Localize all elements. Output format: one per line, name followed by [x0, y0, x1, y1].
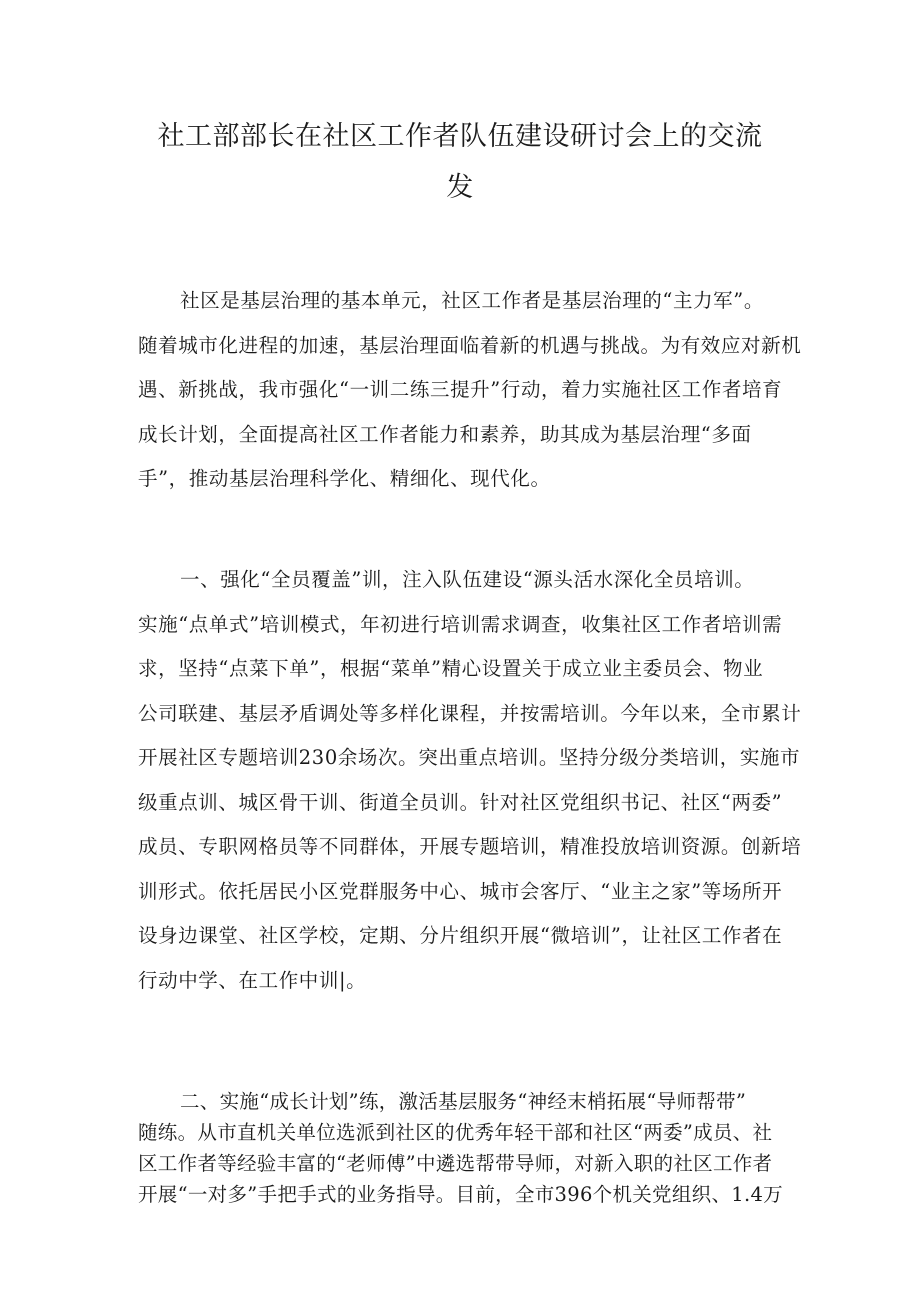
paragraph-section-two [138, 1086, 798, 1210]
paragraph-line: 二、实施“成长计划”练，激活基层服务“神经末梢拓展“导师帮带” [180, 1090, 747, 1113]
paragraph-line: 行动中学、在工作中训|。 [138, 968, 367, 992]
paragraph-intro [138, 279, 802, 502]
paragraph-line: 训形式。依托居民小区党群服务中心、城市会客厅、“业主之家”等场所开 [138, 879, 783, 903]
paragraph-line: 设身边课堂、社区学校，定期、分片组织开展“微培训”，让社区工作者在 [138, 924, 783, 947]
paragraph-line: 开展“一对多”手把手式的业务指导。目前，全市396个机关党组织、1.4万 [138, 1183, 783, 1206]
paragraph-line: 社区是基层治理的基本单元，社区工作者是基层治理的“主力军”。 [180, 289, 764, 312]
paragraph-section-one [138, 558, 802, 1003]
paragraph-line: 成长计划，全面提高社区工作者能力和素养，助其成为基层治理“多面 [138, 422, 752, 446]
paragraph-line: 实施“点单式”培训模式，年初进行培训需求调查，收集社区工作者培训需 [138, 612, 783, 636]
paragraph-line: 遇、新挑战，我市强化“一训二练三提升”行动，着力实施社区工作者培育 [138, 378, 783, 401]
paragraph-line: 求，坚持“点菜下单”，根据“菜单”精心设置关于成立业主委员会、物业 [138, 657, 764, 680]
paragraph-line: 公司联建、基层矛盾调处等多样化课程，并按需培训。今年以来，全市累计 [138, 701, 802, 725]
paragraph-line: 区工作者等经验丰富的“老师傅”中遴选帮带导师，对新入职的社区工作者 [138, 1152, 773, 1175]
document-title-continuation: 发 [446, 172, 474, 203]
paragraph-line: 随着城市化进程的加速，基层治理面临着新的机遇与挑战。为有效应对新机 [138, 333, 802, 357]
paragraph-line: 成员、专职网格员等不同群体，开展专题培训，精准投放培训资源。创新培 [138, 835, 802, 858]
document-title: 社工部部长在社区工作者队伍建设研讨会上的交流 [157, 121, 763, 152]
paragraph-line: 一、强化“全员覆盖”训，注入队伍建设“源头活水深化全员培训。 [180, 568, 755, 591]
paragraph-line: 手”，推动基层治理科学化、精细化、现代化。 [138, 467, 551, 490]
paragraph-line: 随练。从市直机关单位选派到社区的优秀年轻干部和社区“两委”成员、社 [138, 1121, 773, 1144]
paragraph-line: 级重点训、城区骨干训、街道全员训。针对社区党组织书记、社区“两委” [138, 790, 783, 814]
paragraph-line: 开展社区专题培训230余场次。突出重点培训。坚持分级分类培训，实施市 [138, 746, 801, 769]
